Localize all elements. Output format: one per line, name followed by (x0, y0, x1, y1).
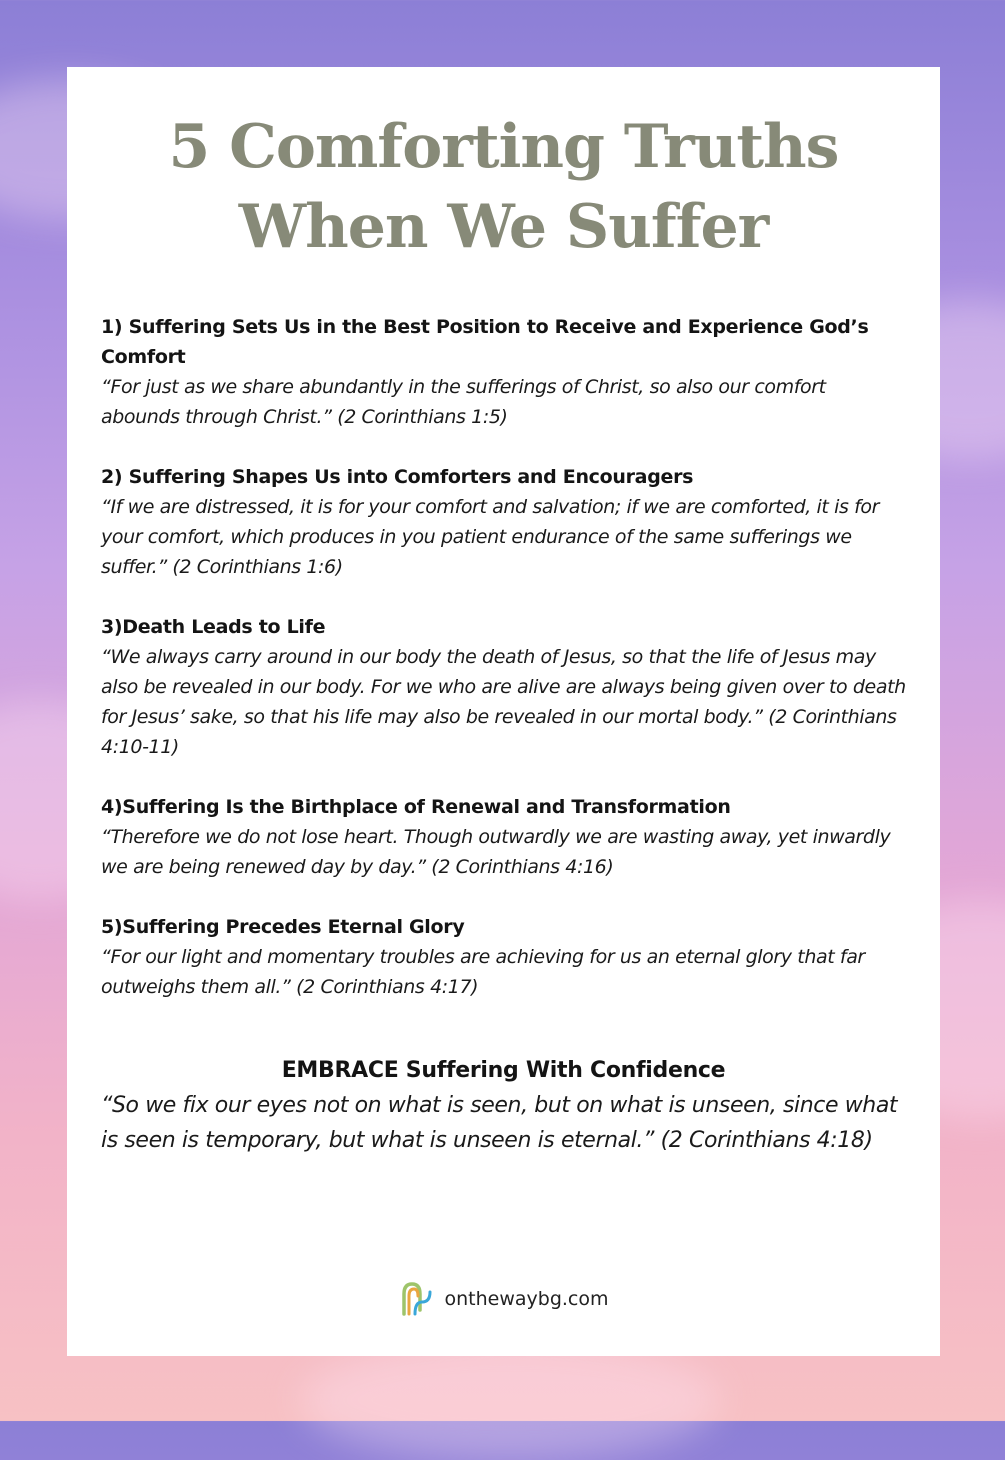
background-cloud (300, 1340, 720, 1460)
truth-quote: “We always carry around in our body the death of Jesus, so that the life of Jesus may also be revealed in our body. For we who are alive are always being given over to death for Jesus’ sake, so that his life may also be revealed in our mortal body.” (2 Corinthians 4:10-11) (101, 646, 906, 758)
truth-quote: “If we are distressed, it is for your comfort and salvation; if we are comforted, it is for your comfort, which produces in you patient endurance of the same sufferings we suffer.” (2 Corinthians 1:6) (101, 496, 880, 578)
truth-heading: 1) Suffering Sets Us in the Best Position to Receive and Experience God’s Comfort (101, 316, 869, 368)
embrace-section (101, 1054, 906, 1158)
truth-quote: “For our light and momentary troubles are achieving for us an eternal glory that far outweighs them all.” (2 Corinthians 4:17) (101, 946, 865, 998)
truth-quote: “For just as we share abundantly in the sufferings of Christ, so also our comfort abounds through Christ.” (2 Corinthians 1:5) (101, 376, 826, 428)
truth-item (101, 792, 906, 882)
truths-list (101, 312, 906, 1002)
truth-heading: 3)Death Leads to Life (101, 616, 326, 638)
page-title: 5 Comforting Truths When We Suffer (168, 112, 839, 262)
truth-heading: 2) Suffering Shapes Us into Comforters and Encouragers (101, 466, 694, 488)
embrace-quote: “So we fix our eyes not on what is seen, but on what is unseen, since what is seen is temporary, but what is unseen is eternal.” (2 Corinthians 4:18) (101, 1093, 898, 1153)
site-link[interactable]: onthewaybg.com (444, 1288, 609, 1310)
truth-heading: 4)Suffering Is the Birthplace of Renewal and Transformation (101, 796, 731, 818)
truth-item (101, 612, 906, 762)
truth-item (101, 312, 906, 432)
embrace-heading: EMBRACE Suffering With Confidence (281, 1058, 726, 1083)
footer (67, 1280, 940, 1318)
truth-quote: “Therefore we do not lose heart. Though outwardly we are wasting away, yet inwardly we are being renewed day by day.” (2 Corinthians 4:16) (101, 826, 891, 878)
truth-item (101, 462, 906, 582)
truth-item (101, 912, 906, 1002)
ontheway-logo-icon (398, 1280, 434, 1318)
content-card (67, 67, 940, 1356)
truth-heading: 5)Suffering Precedes Eternal Glory (101, 916, 465, 938)
